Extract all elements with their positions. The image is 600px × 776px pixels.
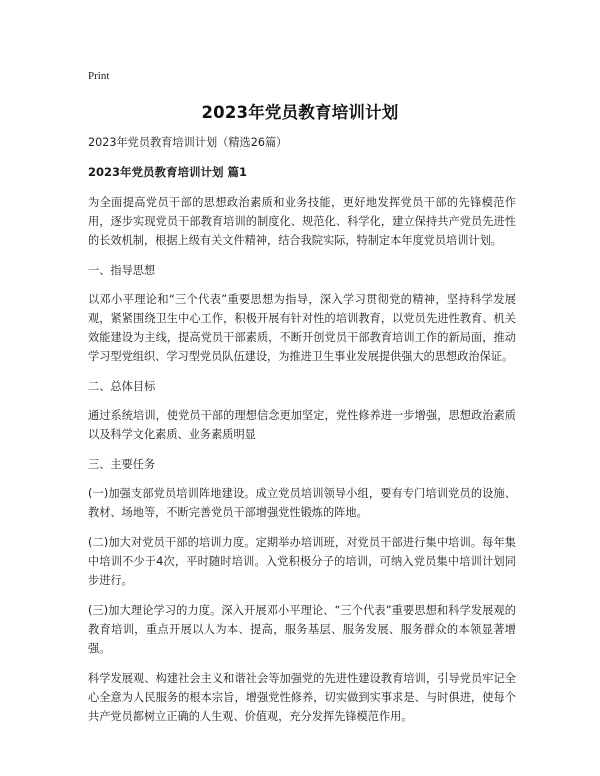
overall-goal-paragraph: 通过系统培训，使党员干部的理想信念更加坚定，党性修养进一步增强，思想政治素质以及科学文化素质、业务素质明显 [88, 409, 516, 441]
section-heading-main-tasks: 三、主要任务 [88, 458, 156, 471]
task-item-1: (一)加强支部党员培训阵地建设。成立党员培训领导小组，要有专门培训党员的设施、教材、场地等，不断完善党员干部增强党性锻炼的阵地。 [88, 487, 516, 519]
print-link[interactable]: Print [88, 70, 110, 82]
section-heading-overall-goal: 二、总体目标 [88, 380, 156, 393]
document-body [88, 133, 516, 737]
chapter-heading: 2023年党员教育培训计划 篇1 [88, 165, 248, 179]
task-item-3: (三)加大理论学习的力度。深入开展邓小平理论、“三个代表”重要思想和科学发展观的教育培训，重点开展以人为本、提高，服务基层、服务发展、服务群众的本领显著增强。 [88, 604, 516, 655]
intro-paragraph: 为全面提高党员干部的思想政治素质和业务技能，更好地发挥党员干部的先锋模范作用，逐步实现党员干部教育培训的制度化、规范化、科学化，建立保持共产党员先进性的长效机制，根据上级有关文件精神，结合我院实际，特制定本年度党员培训计划。 [88, 196, 516, 247]
section-heading-guiding-ideology: 一、指导思想 [88, 264, 156, 277]
page-title: 2023年党员教育培训计划 [201, 103, 399, 122]
guiding-ideology-paragraph: 以邓小平理论和“三个代表”重要思想为指导，深入学习贯彻党的精神，坚持科学发展观，紧紧围绕卫生中心工作，积极开展有针对性的培训教育，以党员先进性教育、机关效能建设为主线，提高党员干部素质，不断开创党员干部教育培训工作的新局面，推动学习型党组织、学习型党员队伍建设，为推进卫生事业发展提供强大的思想政治保证。 [88, 293, 516, 363]
document-subtitle: 2023年党员教育培训计划（精选26篇） [88, 136, 288, 149]
closing-paragraph: 科学发展观、构建社会主义和谐社会等加强党的先进性建设教育培训，引导党员牢记全心全意为人民服务的根本宗旨，增强党性修养，切实做到实事求是、与时俱进，使每个共产党员都树立正确的人生观、价值观，充分发挥先锋模范作用。 [88, 672, 516, 723]
task-item-2: (二)加大对党员干部的培训力度。定期举办培训班，对党员干部进行集中培训。每年集中培训不少于4次，平时随时培训。入党积极分子的培训，可纳入党员集中培训计划同步进行。 [88, 536, 516, 587]
